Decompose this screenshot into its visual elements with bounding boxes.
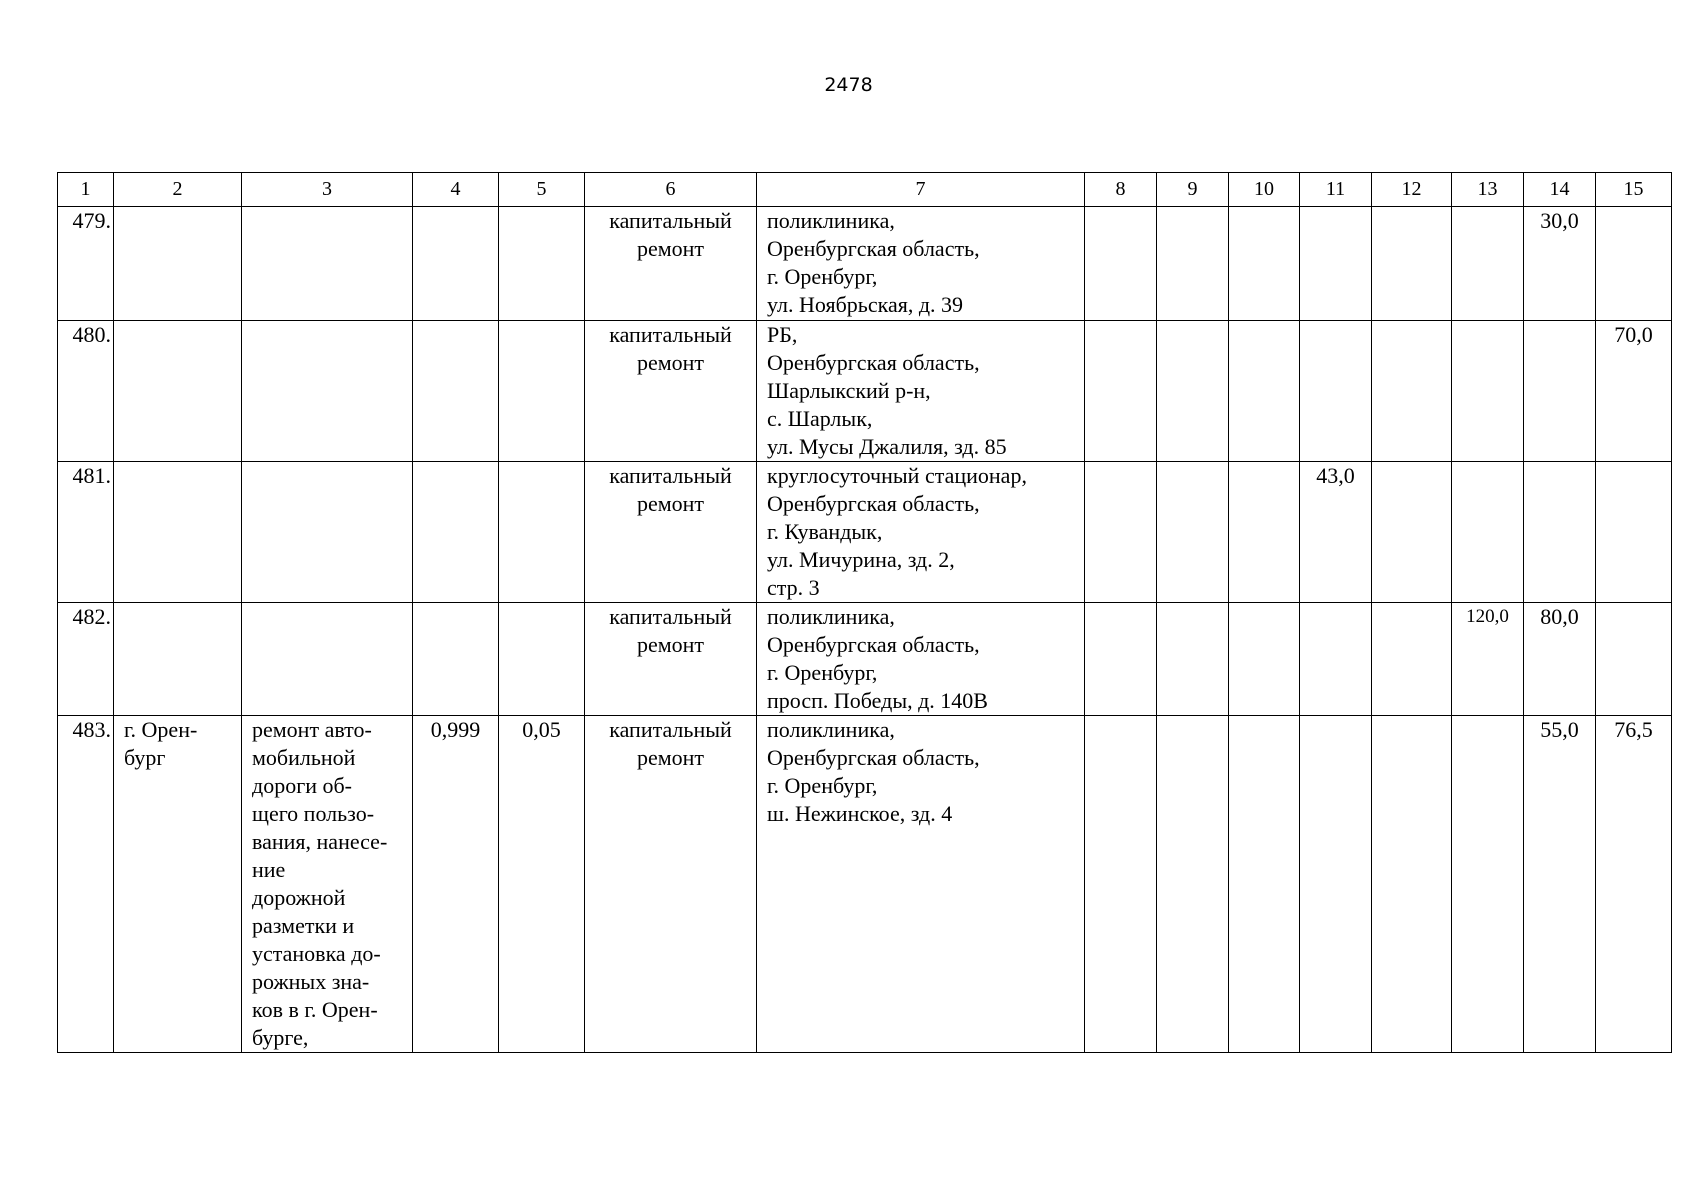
- work-description-cell: [242, 603, 413, 716]
- value-cell: 70,0: [1596, 321, 1672, 462]
- table-header-row: [58, 173, 1672, 207]
- value-cell: [1300, 603, 1372, 716]
- value-cell: [413, 603, 499, 716]
- table-row: [58, 207, 1672, 321]
- header-cell: 5: [499, 173, 585, 207]
- row-number: 482.: [58, 603, 114, 716]
- value-cell: [1372, 207, 1452, 321]
- municipality-cell: [114, 207, 242, 321]
- value-cell: [1524, 321, 1596, 462]
- value-cell: [1596, 462, 1672, 603]
- work-description-cell: [242, 207, 413, 321]
- row-number: 480.: [58, 321, 114, 462]
- value-cell: [499, 207, 585, 321]
- header-cell: 9: [1157, 173, 1229, 207]
- value-cell: [1229, 716, 1300, 1053]
- value-cell: [1157, 207, 1229, 321]
- value-cell: [1372, 321, 1452, 462]
- value-cell: [1596, 207, 1672, 321]
- value-cell: [1372, 716, 1452, 1053]
- value-cell: 80,0: [1524, 603, 1596, 716]
- value-cell: 0,05: [499, 716, 585, 1053]
- object-address-cell: круглосуточный стационар, Оренбургская область, г. Кувандык, ул. Мичурина, зд. 2, стр. 3: [757, 462, 1085, 603]
- row-number: 479.: [58, 207, 114, 321]
- value-cell: 76,5: [1596, 716, 1672, 1053]
- value-cell: [1372, 462, 1452, 603]
- header-cell: 14: [1524, 173, 1596, 207]
- value-cell: [1300, 321, 1372, 462]
- value-cell: [1452, 207, 1524, 321]
- work-type-cell: капитальный ремонт: [585, 716, 757, 1053]
- value-cell: 30,0: [1524, 207, 1596, 321]
- value-cell: [1085, 716, 1157, 1053]
- value-cell: [1157, 716, 1229, 1053]
- value-cell: [1085, 462, 1157, 603]
- work-description-cell: ремонт авто- мобильной дороги об- щего пользо- вания, нанесе- ние дорожной разметки и установка до- рожных зна- ков в г. Орен- бурге,: [242, 716, 413, 1053]
- work-type-cell: капитальный ремонт: [585, 462, 757, 603]
- work-type-cell: капитальный ремонт: [585, 321, 757, 462]
- header-cell: 13: [1452, 173, 1524, 207]
- header-cell: 7: [757, 173, 1085, 207]
- header-cell: 10: [1229, 173, 1300, 207]
- object-address-cell: поликлиника, Оренбургская область, г. Оренбург, просп. Победы, д. 140В: [757, 603, 1085, 716]
- header-cell: 6: [585, 173, 757, 207]
- value-cell: [1229, 207, 1300, 321]
- header-cell: 3: [242, 173, 413, 207]
- header-cell: 11: [1300, 173, 1372, 207]
- header-cell: 4: [413, 173, 499, 207]
- work-description-cell: [242, 321, 413, 462]
- value-cell: [1596, 603, 1672, 716]
- work-type-cell: капитальный ремонт: [585, 207, 757, 321]
- table-row: [58, 603, 1672, 716]
- value-cell: [1524, 462, 1596, 603]
- municipality-cell: [114, 321, 242, 462]
- page-number: 2478: [824, 74, 873, 96]
- value-cell: [1452, 321, 1524, 462]
- municipality-cell: [114, 462, 242, 603]
- table-row: [58, 462, 1672, 603]
- value-cell: 0,999: [413, 716, 499, 1053]
- table-row: [58, 716, 1672, 1053]
- object-address-cell: поликлиника, Оренбургская область, г. Оренбург, ш. Нежинское, зд. 4: [757, 716, 1085, 1053]
- value-cell: [1300, 716, 1372, 1053]
- object-address-cell: РБ, Оренбургская область, Шарлыкский р-н, с. Шарлык, ул. Мусы Джалиля, зд. 85: [757, 321, 1085, 462]
- row-number: 481.: [58, 462, 114, 603]
- value-cell: [1157, 462, 1229, 603]
- value-cell: [1452, 716, 1524, 1053]
- value-cell: [1452, 462, 1524, 603]
- value-cell: [1372, 603, 1452, 716]
- value-cell: [1157, 603, 1229, 716]
- value-cell: [1300, 207, 1372, 321]
- value-cell: [413, 462, 499, 603]
- value-cell: [413, 207, 499, 321]
- data-table: [57, 172, 1672, 1053]
- row-number: 483.: [58, 716, 114, 1053]
- value-cell: 55,0: [1524, 716, 1596, 1053]
- value-cell: [1085, 603, 1157, 716]
- value-cell: [499, 603, 585, 716]
- value-cell: [499, 321, 585, 462]
- municipality-cell: г. Орен- бург: [114, 716, 242, 1053]
- value-cell: [1157, 321, 1229, 462]
- header-cell: 1: [58, 173, 114, 207]
- header-cell: 12: [1372, 173, 1452, 207]
- value-cell: [1085, 207, 1157, 321]
- table-row: [58, 321, 1672, 462]
- value-cell: 120,0: [1452, 603, 1524, 716]
- object-address-cell: поликлиника, Оренбургская область, г. Оренбург, ул. Ноябрьская, д. 39: [757, 207, 1085, 321]
- value-cell: [1229, 321, 1300, 462]
- value-cell: 43,0: [1300, 462, 1372, 603]
- header-cell: 8: [1085, 173, 1157, 207]
- header-cell: 15: [1596, 173, 1672, 207]
- value-cell: [413, 321, 499, 462]
- work-description-cell: [242, 462, 413, 603]
- header-cell: 2: [114, 173, 242, 207]
- value-cell: [1085, 321, 1157, 462]
- value-cell: [499, 462, 585, 603]
- work-type-cell: капитальный ремонт: [585, 603, 757, 716]
- value-cell: [1229, 603, 1300, 716]
- value-cell: [1229, 462, 1300, 603]
- municipality-cell: [114, 603, 242, 716]
